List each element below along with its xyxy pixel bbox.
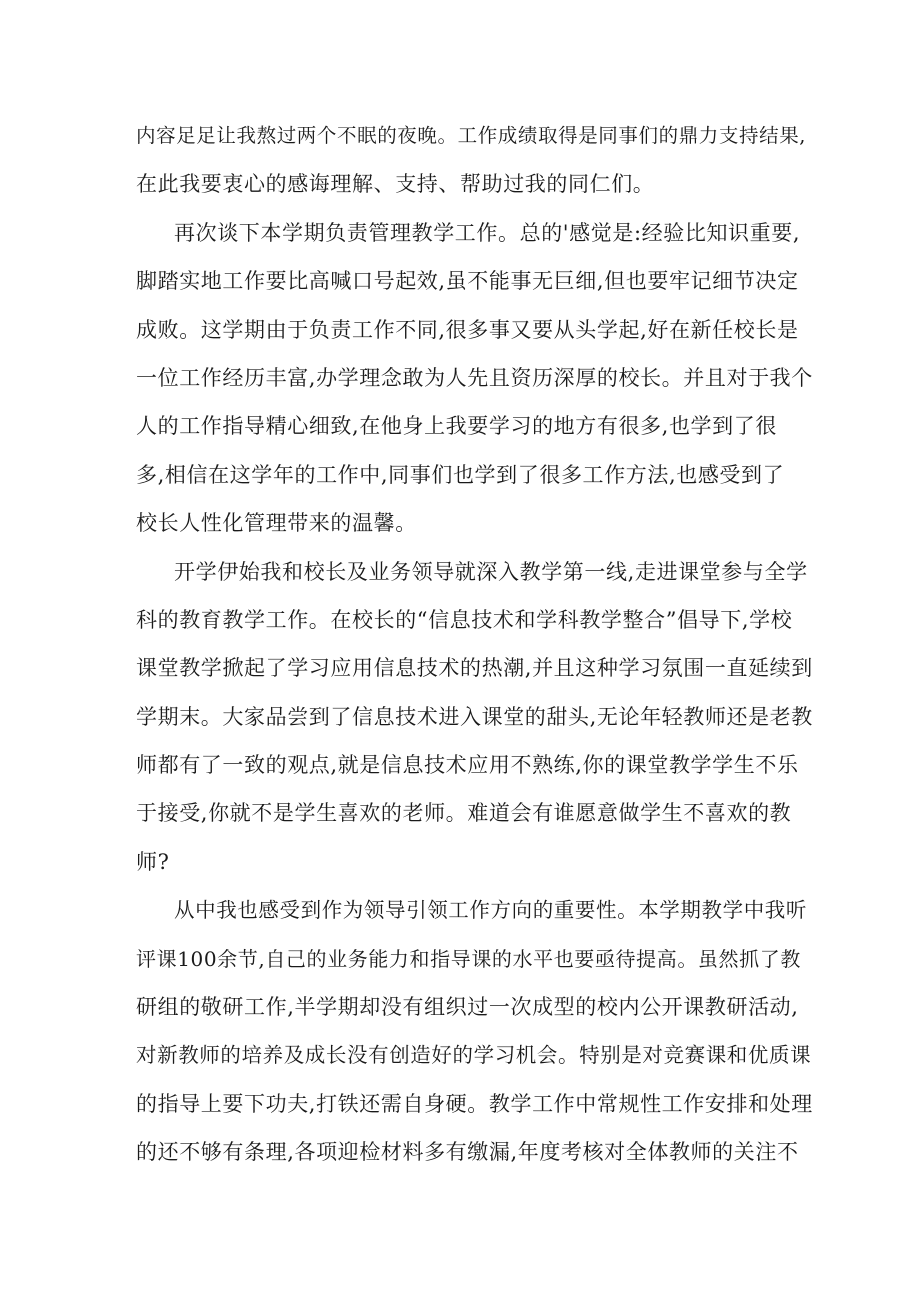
text-line: 开学伊始我和校长及业务领导就深入教学第一线,走进课堂参与全学 (174, 559, 808, 584)
text-line: 人的工作指导精心细致,在他身上我要学习的地方有很多,也学到了很 (136, 414, 777, 439)
text-line: 评课100余节,自己的业务能力和指导课的水平也要亟待提高。虽然抓了教 (136, 946, 801, 971)
body-text (136, 112, 816, 1177)
text-line: 的指导上要下功夫,打铁还需自身硬。教学工作中常规性工作安排和处理 (136, 1091, 813, 1116)
text-line: 脚踏实地工作要比高喊口号起效,虽不能事无巨细,但也要牢记细节决定 (136, 269, 799, 294)
text-line: 的还不够有条理,各项迎检材料多有缴漏,年度考核对全体教师的关注不 (136, 1140, 799, 1165)
text-line: 于接受,你就不是学生喜欢的老师。难道会有谁愿意做学生不喜欢的教 (136, 801, 792, 826)
text-line: 多,相信在这学年的工作中,同事们也学到了很多工作方法,也感受到了 (136, 462, 785, 487)
text-line: 成败。这学期由于负责工作不同,很多事又要从头学起,好在新任校长是 (136, 317, 799, 342)
text-line: 对新教师的培养及成长没有创造好的学习机会。特别是对竞赛课和优质课 (136, 1043, 812, 1068)
text-line: 从中我也感受到作为领导引领工作方向的重要性。本学期教学中我听 (174, 898, 807, 923)
text-line: 师都有了一致的观点,就是信息技术应用不熟练,你的课堂教学学生不乐 (136, 753, 799, 778)
text-line: 学期末。大家品尝到了信息技术进入课堂的甜头,无论年轻教师还是老教 (136, 704, 813, 729)
text-line: 研组的敬研工作,半学期却没有组织过一次成型的校内公开课教研活动, (136, 995, 799, 1020)
text-line: 内容足足让我熬过两个不眠的夜晚。工作成绩取得是同事们的鼎力支持结果, (136, 124, 807, 147)
text-line: 科的教育教学工作。在校长的“信息技术和学科教学整合”倡导下,学校 (136, 607, 793, 632)
text-line: 再次谈下本学期负责管理教学工作。总的'感觉是:经验比知识重要, (174, 220, 801, 245)
text-line: 在此我要衷心的感诲理解、支持、帮助过我的同仁们。 (136, 172, 655, 197)
text-line: 一位工作经历丰富,办学理念敢为人先且资历深厚的校长。并且对于我个 (136, 365, 813, 390)
text-line: 师? (136, 849, 170, 874)
text-line: 课堂教学掀起了学习应用信息技术的热潮,并且这种学习氛围一直延续到 (136, 656, 813, 681)
text-line: 校长人性化管理带来的温馨。 (136, 511, 417, 536)
